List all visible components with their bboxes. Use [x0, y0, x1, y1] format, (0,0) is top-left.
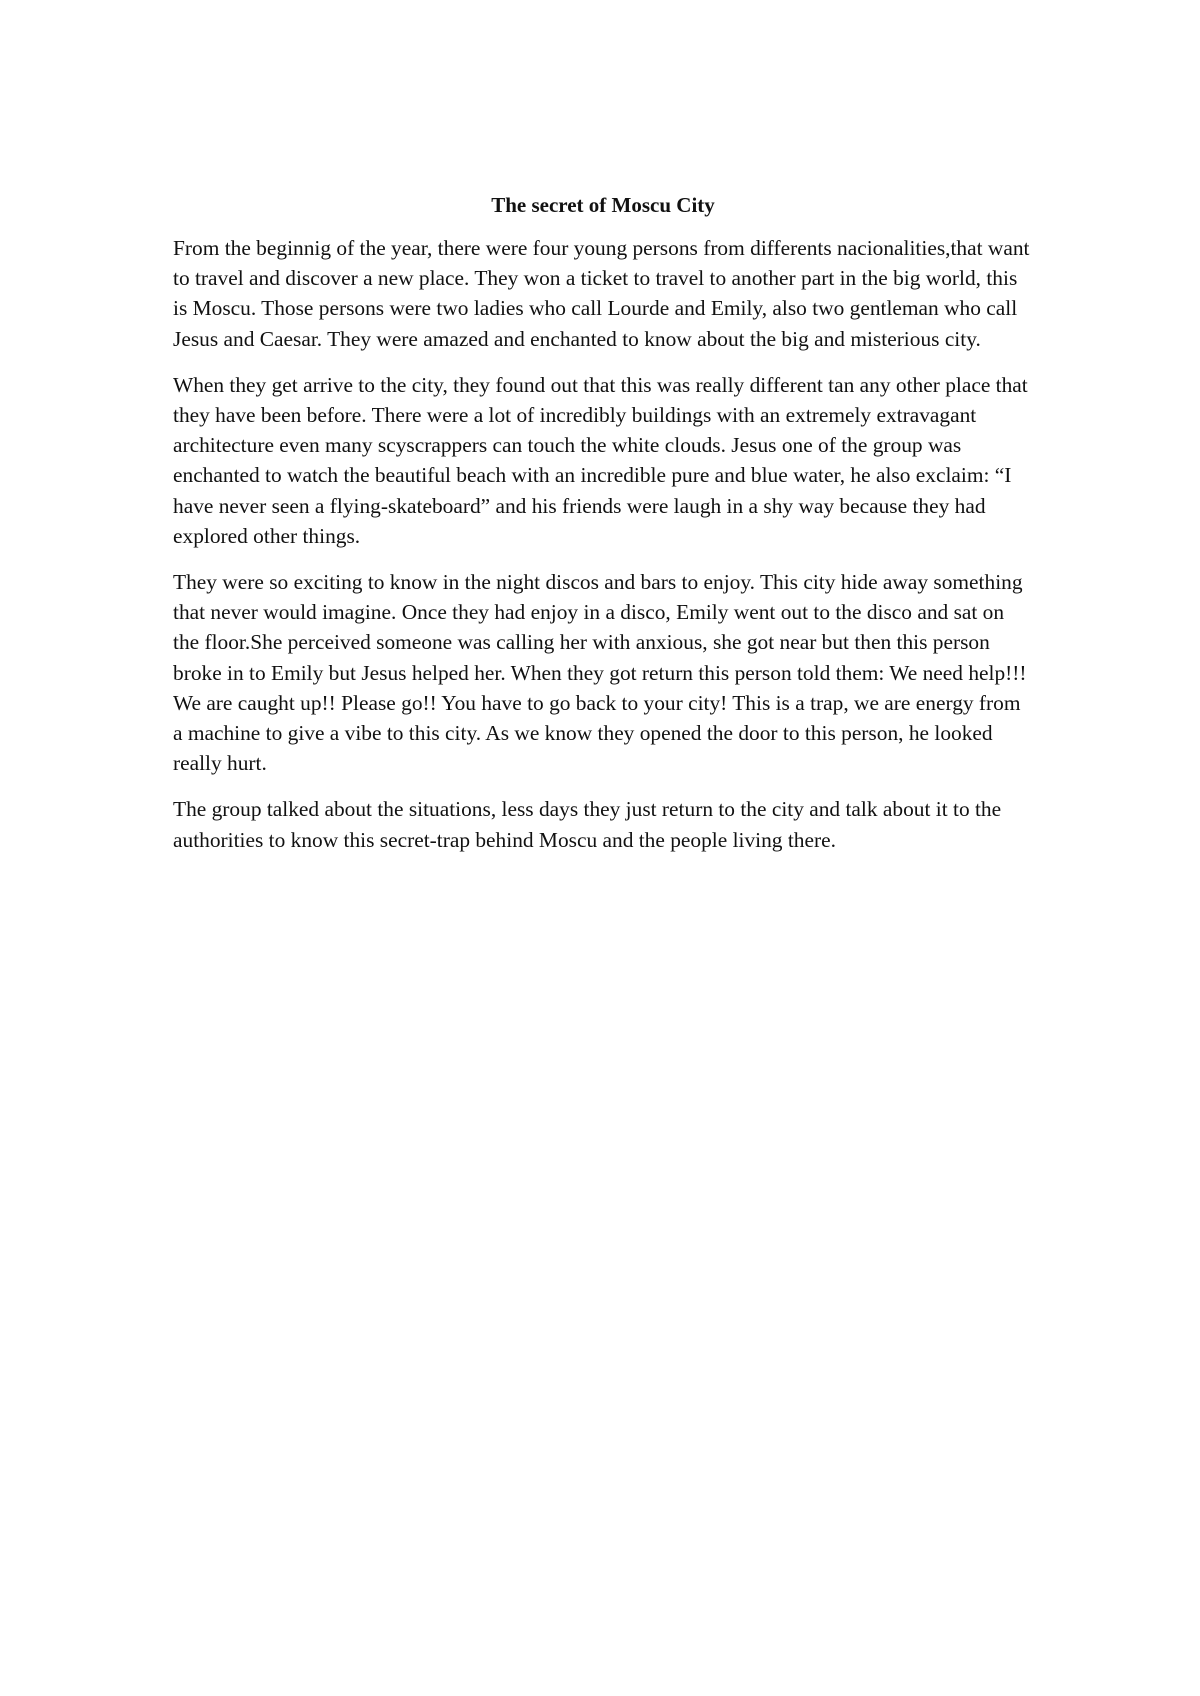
paragraph-1: From the beginnig of the year, there were four young persons from differents nacionalities,that want to travel and discover a new place. They won a ticket to travel to another part in the big world, this is Moscu. Those persons were two ladies who call Lourde and Emily, also two gentleman who call Jesus and Caesar. They were amazed and enchanted to know about the big and misterious city. [173, 236, 1030, 351]
document-body [173, 190, 1033, 871]
paragraph-3: They were so exciting to know in the night discos and bars to enjoy. This city hide away something that never would imagine. Once they had enjoy in a disco, Emily went out to the disco and sat on the floor.She perceived someone was calling her with anxious, she got near but then this person broke in to Emily but Jesus helped her. When they got return this person told them: We need help!!! We are caught up!! Please go!! You have to go back to your city! This is a trap, we are energy from a machine to give a vibe to this city. As we know they opened the door to this person, he looked really hurt. [173, 570, 1027, 776]
document-title: The secret of Moscu City [491, 193, 715, 217]
paragraph-4: The group talked about the situations, less days they just return to the city and talk about it to the authorities to know this secret-trap behind Moscu and the people living there. [173, 797, 1002, 852]
paragraph-2: When they get arrive to the city, they found out that this was really different tan any other place that they have been before. There were a lot of incredibly buildings with an extremely extravagant architecture even many scyscrappers can touch the white clouds. Jesus one of the group was enchanted to watch the beautiful beach with an incredible pure and blue water, he also exclaim: “I have never seen a flying-skateboard” and his friends were laugh in a shy way because they had explored other things. [173, 372, 1028, 548]
